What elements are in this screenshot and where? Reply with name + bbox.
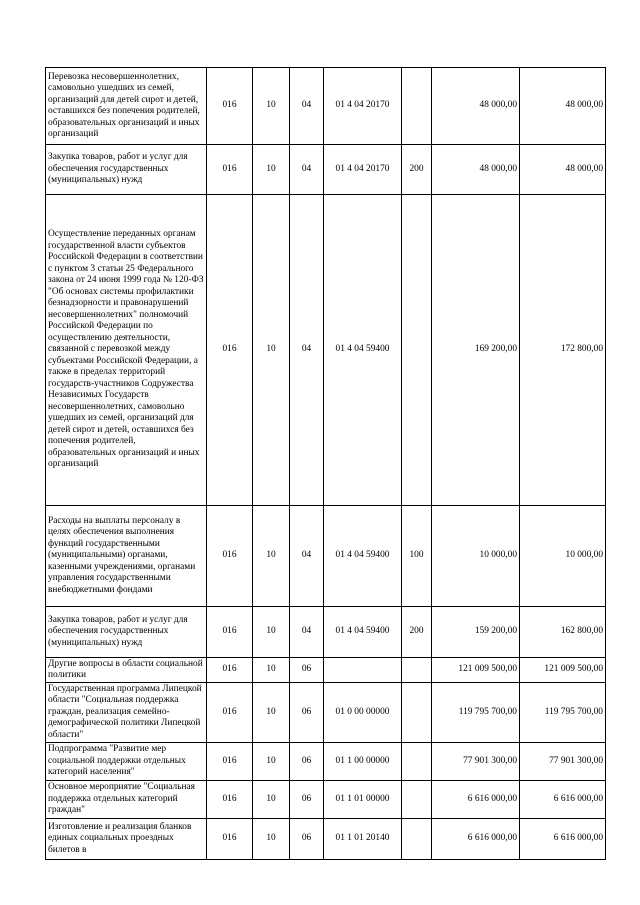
target-article-code: 01 1 00 00000 — [324, 743, 402, 781]
amount-year-2: 172 800,00 — [520, 195, 606, 506]
item-name: Закупка товаров, работ и услуг для обеспечения государственных (муниципальных) нужд — [46, 607, 207, 658]
ministry-code: 016 — [207, 506, 253, 607]
table-row — [46, 68, 606, 145]
expense-type-code — [402, 781, 432, 819]
budget-table — [45, 67, 606, 860]
ministry-code: 016 — [207, 781, 253, 819]
item-name: Осуществление переданных органам государственной власти субъектов Российской Федерации в соответствии с пунктом 3 статьи 25 Федерального закона от 24 июня 1999 года № 120-ФЗ "Об основах системы профилактики безнадзорности и правонарушений несовершеннолетних" полномочий Российской Федерации по осуществлению деятельности, связанной с перевозкой между субъектами Российской Федерации, а также в пределах территорий государств-участников Содружества Независимых Государств несовершеннолетних, самовольно ушедших из семей, организаций для детей сирот и детей, оставшихся без попечения родителей, образовательных организаций и иных организаций — [46, 195, 207, 506]
target-article-code: 01 1 01 20140 — [324, 819, 402, 860]
section-code: 10 — [253, 781, 290, 819]
amount-year-1: 169 200,00 — [432, 195, 520, 506]
subsection-code: 06 — [290, 683, 324, 743]
amount-year-2: 162 800,00 — [520, 607, 606, 658]
target-article-code: 01 1 01 00000 — [324, 781, 402, 819]
target-article-code — [324, 658, 402, 683]
amount-year-2: 119 795 700,00 — [520, 683, 606, 743]
item-name: Подпрограмма "Развитие мер социальной поддержки отдельных категорий населения" — [46, 743, 207, 781]
subsection-code: 04 — [290, 506, 324, 607]
table-row — [46, 607, 606, 658]
table-row — [46, 743, 606, 781]
ministry-code: 016 — [207, 658, 253, 683]
item-name: Изготовление и реализация бланков единых социальных проездных билетов в — [46, 819, 207, 860]
amount-year-1: 48 000,00 — [432, 145, 520, 195]
subsection-code: 06 — [290, 743, 324, 781]
item-name: Другие вопросы в области социальной политики — [46, 658, 207, 683]
table-row — [46, 506, 606, 607]
subsection-code: 04 — [290, 145, 324, 195]
item-name: Государственная программа Липецкой области "Социальная поддержка граждан, реализация семейно-демографической политики Липецкой области" — [46, 683, 207, 743]
item-name: Основное мероприятие "Социальная поддержка отдельных категорий граждан" — [46, 781, 207, 819]
amount-year-2: 6 616 000,00 — [520, 819, 606, 860]
target-article-code: 01 4 04 20170 — [324, 68, 402, 145]
expense-type-code — [402, 195, 432, 506]
section-code: 10 — [253, 743, 290, 781]
amount-year-1: 6 616 000,00 — [432, 819, 520, 860]
section-code: 10 — [253, 607, 290, 658]
budget-page — [45, 67, 605, 860]
ministry-code: 016 — [207, 743, 253, 781]
expense-type-code — [402, 658, 432, 683]
expense-type-code — [402, 819, 432, 860]
budget-table-body — [46, 68, 606, 860]
target-article-code: 01 4 04 59400 — [324, 506, 402, 607]
expense-type-code — [402, 68, 432, 145]
target-article-code: 01 4 04 59400 — [324, 195, 402, 506]
ministry-code: 016 — [207, 819, 253, 860]
expense-type-code: 100 — [402, 506, 432, 607]
amount-year-1: 6 616 000,00 — [432, 781, 520, 819]
item-name: Закупка товаров, работ и услуг для обеспечения государственных (муниципальных) нужд — [46, 145, 207, 195]
ministry-code: 016 — [207, 68, 253, 145]
amount-year-1: 119 795 700,00 — [432, 683, 520, 743]
item-name: Расходы на выплаты персоналу в целях обеспечения выполнения функций государственными (муниципальными) органами, казенными учреждениями, органами управления государственными внебюджетными фондами — [46, 506, 207, 607]
expense-type-code — [402, 683, 432, 743]
amount-year-1: 77 901 300,00 — [432, 743, 520, 781]
amount-year-1: 159 200,00 — [432, 607, 520, 658]
amount-year-2: 121 009 500,00 — [520, 658, 606, 683]
section-code: 10 — [253, 506, 290, 607]
expense-type-code: 200 — [402, 607, 432, 658]
section-code: 10 — [253, 658, 290, 683]
table-row — [46, 145, 606, 195]
section-code: 10 — [253, 145, 290, 195]
section-code: 10 — [253, 683, 290, 743]
table-row — [46, 195, 606, 506]
section-code: 10 — [253, 195, 290, 506]
target-article-code: 01 4 04 20170 — [324, 145, 402, 195]
table-row — [46, 683, 606, 743]
ministry-code: 016 — [207, 145, 253, 195]
table-row — [46, 819, 606, 860]
amount-year-2: 48 000,00 — [520, 68, 606, 145]
subsection-code: 04 — [290, 195, 324, 506]
section-code: 10 — [253, 68, 290, 145]
amount-year-2: 6 616 000,00 — [520, 781, 606, 819]
amount-year-2: 48 000,00 — [520, 145, 606, 195]
ministry-code: 016 — [207, 195, 253, 506]
amount-year-2: 77 901 300,00 — [520, 743, 606, 781]
section-code: 10 — [253, 819, 290, 860]
amount-year-1: 10 000,00 — [432, 506, 520, 607]
item-name: Перевозка несовершеннолетних, самовольно ушедших из семей, организаций для детей сирот и детей, оставшихся без попечения родителей, образовательных организаций и иных организаций — [46, 68, 207, 145]
expense-type-code — [402, 743, 432, 781]
table-row — [46, 781, 606, 819]
subsection-code: 06 — [290, 781, 324, 819]
subsection-code: 06 — [290, 658, 324, 683]
subsection-code: 04 — [290, 68, 324, 145]
amount-year-1: 48 000,00 — [432, 68, 520, 145]
ministry-code: 016 — [207, 607, 253, 658]
subsection-code: 06 — [290, 819, 324, 860]
expense-type-code: 200 — [402, 145, 432, 195]
ministry-code: 016 — [207, 683, 253, 743]
table-row — [46, 658, 606, 683]
amount-year-2: 10 000,00 — [520, 506, 606, 607]
target-article-code: 01 4 04 59400 — [324, 607, 402, 658]
subsection-code: 04 — [290, 607, 324, 658]
amount-year-1: 121 009 500,00 — [432, 658, 520, 683]
target-article-code: 01 0 00 00000 — [324, 683, 402, 743]
